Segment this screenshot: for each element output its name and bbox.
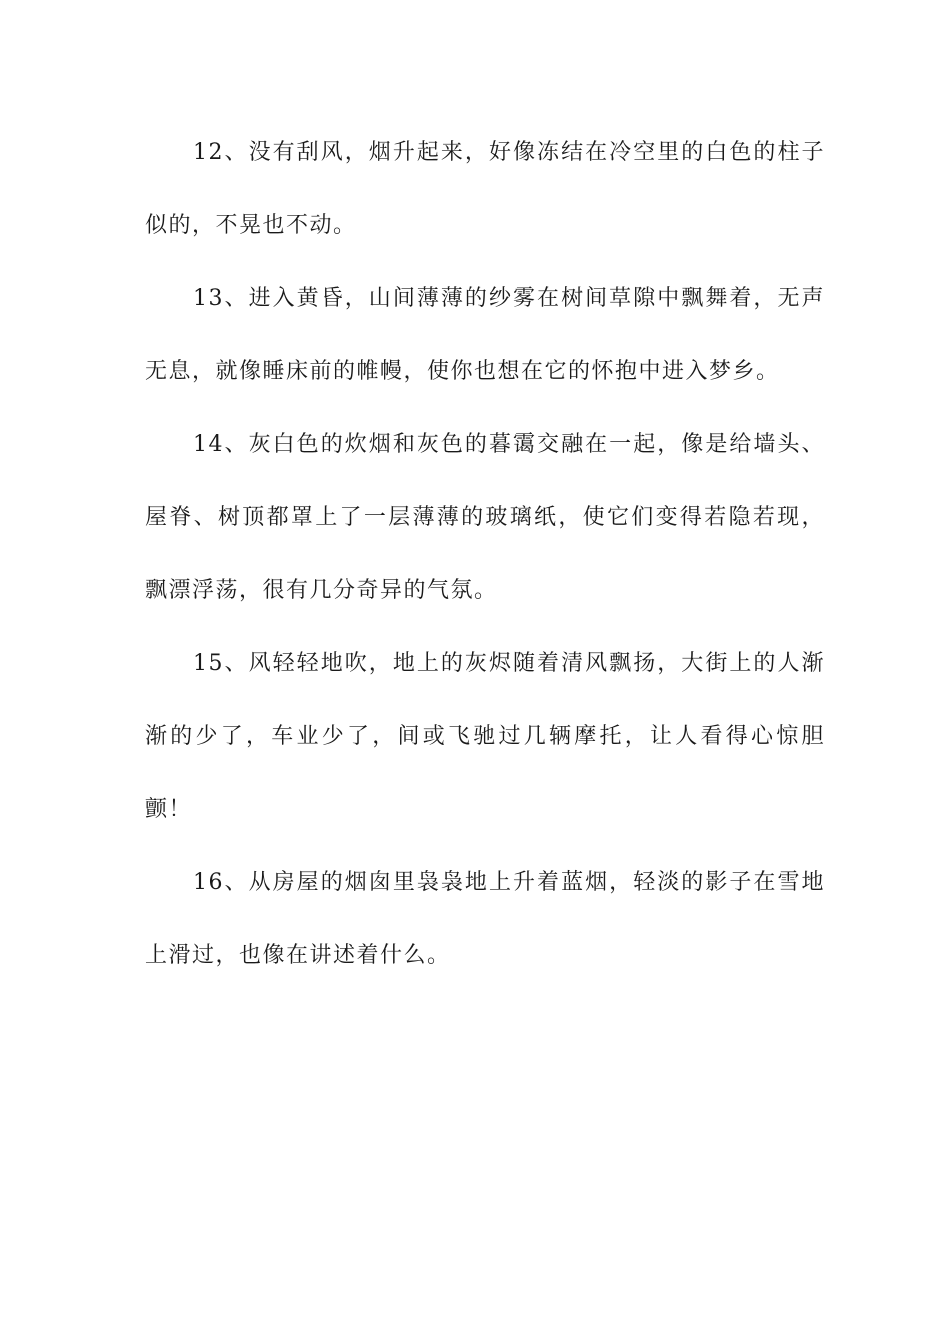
paragraph-16: 16、从房屋的烟囱里袅袅地上升着蓝烟，轻淡的影子在雪地上滑过，也像在讲述着什么。 xyxy=(145,870,825,968)
paragraph-13: 13、进入黄昏，山间薄薄的纱雾在树间草隙中飘舞着，无声无息，就像睡床前的帷幔，使你也想在它的怀抱中进入梦乡。 xyxy=(145,286,825,384)
paragraph-15: 15、风轻轻地吹，地上的灰烬随着清风飘扬，大街上的人渐渐的少了，车业少了，间或飞驰过几辆摩托，让人看得心惊胆颤！ xyxy=(145,651,825,822)
paragraph-14: 14、灰白色的炊烟和灰色的暮霭交融在一起，像是给墙头、屋脊、树顶都罩上了一层薄薄的玻璃纸，使它们变得若隐若现，飘漂浮荡，很有几分奇异的气氛。 xyxy=(145,432,825,603)
paragraph-12: 12、没有刮风，烟升起来，好像冻结在冷空里的白色的柱子似的，不晃也不动。 xyxy=(145,140,825,238)
